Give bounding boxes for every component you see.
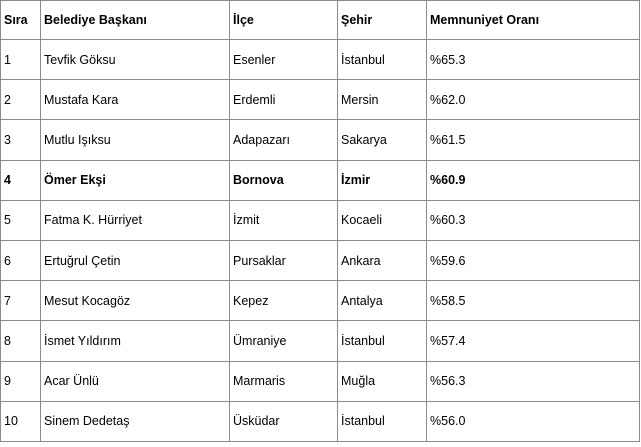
cell-district: Adapazarı — [230, 120, 338, 160]
cell-city: Kocaeli — [338, 200, 427, 240]
cell-rank: 3 — [1, 120, 41, 160]
cell-mayor: Tevfik Göksu — [41, 40, 230, 80]
table-row — [1, 281, 640, 321]
cell-satisfaction-rate: %56.0 — [427, 401, 640, 441]
header-row — [1, 1, 640, 40]
table-row — [1, 321, 640, 361]
cell-satisfaction-rate: %57.4 — [427, 321, 640, 361]
cell-city: İstanbul — [338, 401, 427, 441]
cell-district: Bornova — [230, 160, 338, 200]
cell-satisfaction-rate: %61.5 — [427, 120, 640, 160]
table-row — [1, 200, 640, 240]
table-body — [1, 40, 640, 442]
table-row — [1, 401, 640, 441]
cell-rank: 10 — [1, 401, 41, 441]
header-rank: Sıra — [1, 1, 41, 40]
cell-district: Pursaklar — [230, 240, 338, 280]
cell-rank: 2 — [1, 80, 41, 120]
cell-satisfaction-rate: %56.3 — [427, 361, 640, 401]
table-header — [1, 1, 640, 40]
header-mayor: Belediye Başkanı — [41, 1, 230, 40]
table-row — [1, 40, 640, 80]
cell-district: Kepez — [230, 281, 338, 321]
cell-district: İzmit — [230, 200, 338, 240]
header-city: Şehir — [338, 1, 427, 40]
cell-district: Esenler — [230, 40, 338, 80]
cell-satisfaction-rate: %59.6 — [427, 240, 640, 280]
cell-district: Marmaris — [230, 361, 338, 401]
cell-satisfaction-rate: %60.9 — [427, 160, 640, 200]
cell-mayor: Mesut Kocagöz — [41, 281, 230, 321]
table-row — [1, 361, 640, 401]
cell-satisfaction-rate: %60.3 — [427, 200, 640, 240]
cell-district: Erdemli — [230, 80, 338, 120]
cell-city: Sakarya — [338, 120, 427, 160]
cell-mayor: Ertuğrul Çetin — [41, 240, 230, 280]
cell-rank: 4 — [1, 160, 41, 200]
cell-city: İzmir — [338, 160, 427, 200]
cell-rank: 1 — [1, 40, 41, 80]
cell-district: Ümraniye — [230, 321, 338, 361]
cell-rank: 6 — [1, 240, 41, 280]
cell-district: Üsküdar — [230, 401, 338, 441]
cell-mayor: Fatma K. Hürriyet — [41, 200, 230, 240]
cell-mayor: İsmet Yıldırım — [41, 321, 230, 361]
cell-rank: 5 — [1, 200, 41, 240]
cell-city: Mersin — [338, 80, 427, 120]
table-row — [1, 120, 640, 160]
table-row — [1, 240, 640, 280]
cell-satisfaction-rate: %62.0 — [427, 80, 640, 120]
cell-city: İstanbul — [338, 40, 427, 80]
header-district: İlçe — [230, 1, 338, 40]
cell-city: İstanbul — [338, 321, 427, 361]
table-row — [1, 160, 640, 200]
header-satisfaction-rate: Memnuniyet Oranı — [427, 1, 640, 40]
cell-mayor: Sinem Dedetaş — [41, 401, 230, 441]
cell-satisfaction-rate: %65.3 — [427, 40, 640, 80]
cell-city: Ankara — [338, 240, 427, 280]
cell-rank: 9 — [1, 361, 41, 401]
table-row — [1, 80, 640, 120]
cell-city: Muğla — [338, 361, 427, 401]
cell-mayor: Mustafa Kara — [41, 80, 230, 120]
cell-mayor: Mutlu Işıksu — [41, 120, 230, 160]
cell-rank: 7 — [1, 281, 41, 321]
cell-city: Antalya — [338, 281, 427, 321]
cell-satisfaction-rate: %58.5 — [427, 281, 640, 321]
cell-rank: 8 — [1, 321, 41, 361]
cell-mayor: Ömer Ekşi — [41, 160, 230, 200]
cell-mayor: Acar Ünlü — [41, 361, 230, 401]
